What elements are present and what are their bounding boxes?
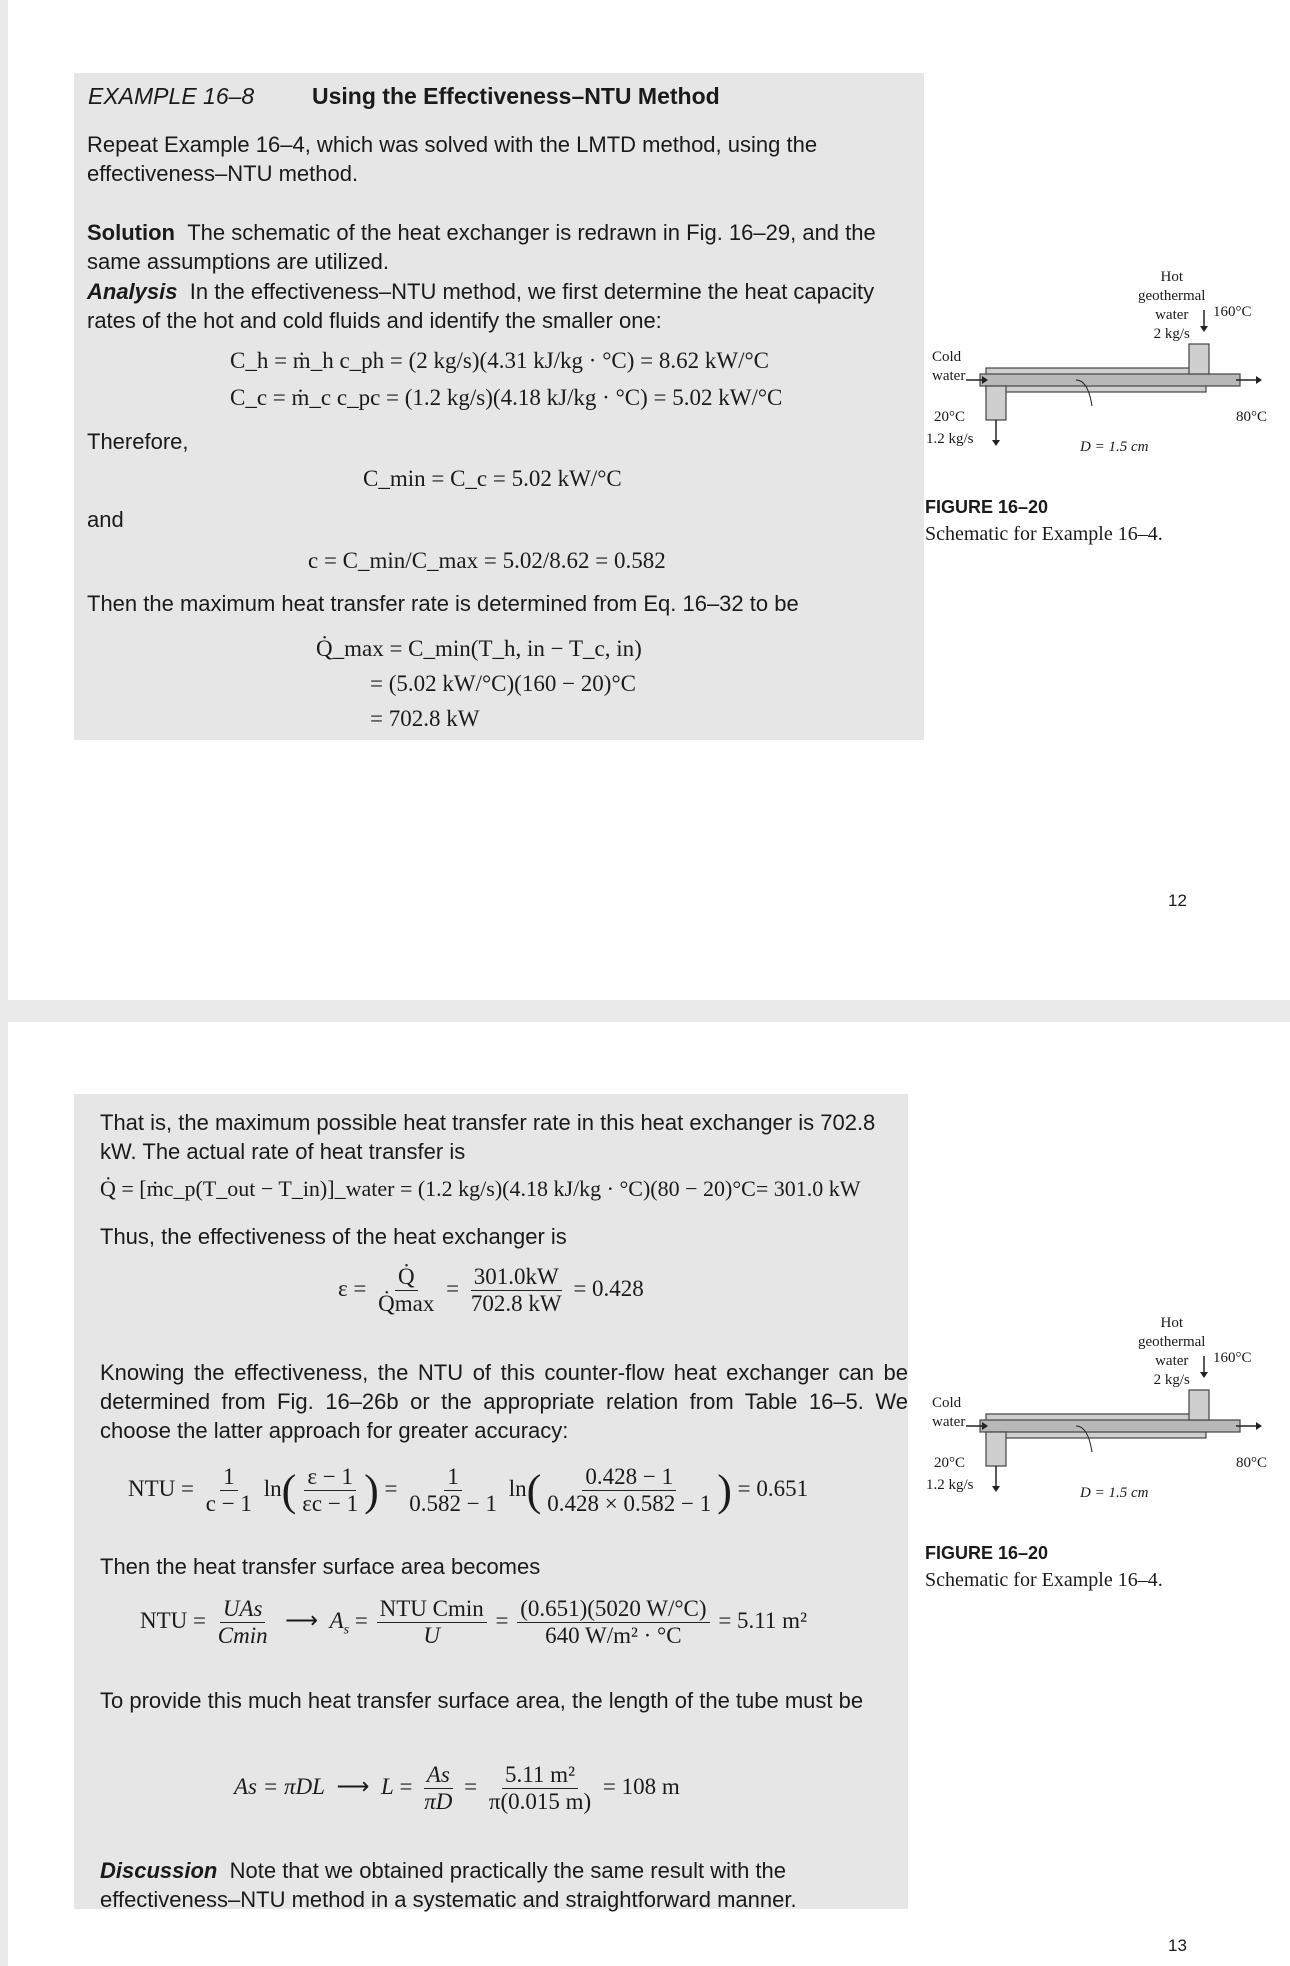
hot-water-label-2	[1138, 1314, 1205, 1390]
surface-text: Then the heat transfer surface area becomes	[100, 1554, 541, 1579]
page-13	[8, 1022, 1290, 1966]
cold-line2-2: water	[932, 1414, 966, 1430]
analysis-label: Analysis	[87, 279, 178, 304]
diameter-label: D = 1.5 cm	[1080, 439, 1149, 455]
area-frac1	[215, 1596, 271, 1649]
hot-line2: geothermal	[1138, 288, 1206, 304]
area-frac3-num: (0.651)(5020 W/°C)	[517, 1596, 709, 1623]
analysis-text: In the effectiveness–NTU method, we first determine the heat capacity rates of the hot and cold fluids and identify the smaller one:	[87, 279, 875, 333]
equation-c: c = C_min/C_max = 5.02/8.62 = 0.582	[308, 548, 666, 573]
ntu-result: = 0.651	[737, 1475, 809, 1501]
discussion-text: Note that we obtained practically the same result with the effectiveness–NTU method in a systematic and straightforward manner.	[100, 1858, 797, 1912]
out-temp-label-2: 80°C	[1236, 1455, 1268, 1471]
length-equation: As = πDL ⟶ L = $\frac{As}{\pi D}$ = $\frac{\text{5.11 m²}}{\pi(0.015 m)}$ = 108 m	[234, 1762, 680, 1814]
discussion-paragraph	[100, 1856, 908, 1914]
eff-num1: Q̇	[395, 1264, 418, 1291]
ntu-frac3-den: 0.582 − 1	[409, 1491, 497, 1516]
knowing-paragraph: Knowing the effectiveness, the NTU of this counter-flow heat exchanger can be determined from Fig. 16–26b or the appropriate relation from Table 16–5. We choose the latter approach for greater accuracy:	[100, 1360, 908, 1443]
cold-line1-2: Cold	[932, 1395, 962, 1411]
len-left: As = πDL	[234, 1773, 325, 1799]
ntu-frac4-den: 0.428 × 0.582 − 1	[547, 1491, 712, 1516]
figure-caption: Schematic for Example 16–4.	[925, 523, 1163, 545]
intro-paragraph: Repeat Example 16–4, which was solved with the LMTD method, using the effectiveness–NTU method.	[87, 132, 818, 186]
ntu-frac4	[544, 1464, 714, 1517]
max-rate-paragraph: That is, the maximum possible heat transfer rate in this heat exchanger is 702.8 kW. The actual rate of heat transfer is	[100, 1110, 876, 1164]
equation-cc: C_c = ṁ_c c_pc = (1.2 kg/s)(4.18 kJ/kg · °C) = 5.02 kW/°C	[230, 385, 783, 410]
area-frac1-den: Cmin	[217, 1623, 268, 1648]
eff-frac2	[468, 1264, 565, 1317]
ntu-frac4-num: 0.428 − 1	[582, 1464, 676, 1491]
len-frac2	[486, 1762, 594, 1815]
len-result: = 108 m	[602, 1773, 680, 1799]
cold-line2: water	[932, 368, 966, 384]
area-result: = 5.11 m²	[718, 1607, 807, 1633]
figure-label: FIGURE 16–20	[925, 497, 1049, 517]
area-frac2-num: NTU Cmin	[377, 1596, 487, 1623]
ntu-frac2-den: εc − 1	[302, 1491, 359, 1516]
page-number: 12	[1168, 891, 1187, 910]
ntu-frac1-den: c − 1	[205, 1491, 252, 1516]
ntu-frac1-num: 1	[220, 1464, 238, 1491]
hot-line3-2: water	[1155, 1353, 1189, 1369]
out-temp-label: 80°C	[1236, 409, 1268, 425]
equation-qmax-1: Q̇_max = C_min(T_h, in − T_c, in)	[316, 636, 642, 661]
hot-line4-2: 2 kg/s	[1153, 1372, 1190, 1388]
cold-water-label	[932, 348, 965, 386]
cold-line1: Cold	[932, 349, 962, 365]
solution-text: The schematic of the heat exchanger is redrawn in Fig. 16–29, and the same assumptions are utilized.	[87, 220, 876, 274]
figure-caption-2: Schematic for Example 16–4.	[925, 1569, 1163, 1591]
hot-line4: 2 kg/s	[1153, 326, 1190, 342]
len-frac1-den: πD	[424, 1789, 453, 1814]
cold-flow-label: 1.2 kg/s	[926, 431, 974, 447]
equation-qmax-2: = (5.02 kW/°C)(160 − 20)°C	[370, 671, 637, 696]
discussion-label: Discussion	[100, 1858, 218, 1883]
len-frac2-den: π(0.015 m)	[488, 1789, 592, 1814]
page-number-2: 13	[1168, 1936, 1187, 1955]
area-frac2	[377, 1596, 487, 1649]
example-number: EXAMPLE 16–8	[88, 83, 255, 109]
ntu-frac3	[406, 1464, 500, 1517]
area-equation: NTU = $\frac{\text{UAs}}{Cmin}$ ⟶ $A_s$ = $\frac{\text{NTU Cmin}}{U}$ = $\frac{(0.651)(5020 W/^\circ C)}{\text{640 W/m² · °C}}$ = 5.11 m²	[140, 1596, 807, 1648]
hot-temp-label: 160°C	[1213, 304, 1252, 320]
area-frac3-den: 640 W/m² · °C	[545, 1623, 682, 1648]
then-text: Then the maximum heat transfer rate is determined from Eq. 16–32 to be	[87, 591, 799, 616]
equation-cmin: C_min = C_c = 5.02 kW/°C	[363, 466, 622, 491]
len-frac2-num: 5.11 m²	[502, 1762, 578, 1789]
hot-temp-label-2: 160°C	[1213, 1350, 1252, 1366]
cold-flow-label-2: 1.2 kg/s	[926, 1477, 974, 1493]
cold-water-label-2	[932, 1394, 965, 1432]
equation-ch: C_h = ṁ_h c_ph = (2 kg/s)(4.31 kJ/kg · °C) = 8.62 kW/°C	[230, 348, 770, 373]
solution-label: Solution	[87, 220, 175, 245]
ntu-frac2-num: ε − 1	[304, 1464, 356, 1491]
ntu-frac2	[299, 1464, 361, 1517]
analysis-paragraph	[87, 277, 907, 335]
page-12	[8, 0, 1290, 1000]
hot-line1-2: Hot	[1160, 1315, 1183, 1331]
ntu-frac3-num: 1	[444, 1464, 462, 1491]
hot-line2-2: geothermal	[1138, 1334, 1206, 1350]
cold-temp-label-2: 20°C	[934, 1455, 966, 1471]
hot-line3: water	[1155, 307, 1189, 323]
thus-text: Thus, the effectiveness of the heat exchanger is	[100, 1224, 567, 1249]
area-frac2-den: U	[423, 1623, 440, 1648]
eff-den2: 702.8 kW	[470, 1291, 562, 1316]
ntu-equation: NTU = $\frac{1}{c - 1}$ ln( $\frac{\varepsilon - 1}{\varepsilon c - 1}$ ) = $\frac{1}{0.582 - 1}$ ln( $\frac{0.428 - 1}{0.428 \times 0.582 - 1}$ ) = 0.651	[128, 1464, 809, 1516]
cold-temp-label: 20°C	[934, 409, 966, 425]
figure-label-2: FIGURE 16–20	[925, 1543, 1049, 1563]
eff-frac1	[375, 1264, 437, 1317]
and-text: and	[87, 507, 124, 532]
len-frac1	[421, 1762, 455, 1815]
eff-result: = 0.428	[573, 1275, 644, 1301]
solution-paragraph	[87, 218, 907, 276]
area-frac1-num: UAs	[220, 1596, 266, 1623]
hot-line1: Hot	[1160, 269, 1183, 285]
equation-qmax-3: = 702.8 kW	[370, 706, 480, 731]
effectiveness-equation: ε = $\frac{Q̇}{Q̇\max}$ = $\frac{301.0kW}{702.8 kW}$ = 0.428	[338, 1264, 644, 1316]
therefore-text: Therefore,	[87, 429, 189, 454]
hot-water-label	[1138, 268, 1205, 344]
provide-paragraph: To provide this much heat transfer surface area, the length of the tube must be	[100, 1688, 864, 1713]
area-frac3	[517, 1596, 709, 1649]
ntu-frac1	[203, 1464, 255, 1517]
eff-den1: Q̇max	[378, 1291, 435, 1316]
eff-num2: 301.0kW	[471, 1264, 562, 1291]
example-title: Using the Effectiveness–NTU Method	[312, 83, 720, 109]
len-frac1-num: As	[424, 1762, 453, 1789]
equation-q-actual: Q̇ = [ṁc_p(T_out − T_in)]_water = (1.2 kg/s)(4.18 kJ/kg · °C)(80 − 20)°C= 301.0 kW	[100, 1176, 861, 1201]
diameter-label-2: D = 1.5 cm	[1080, 1485, 1149, 1501]
